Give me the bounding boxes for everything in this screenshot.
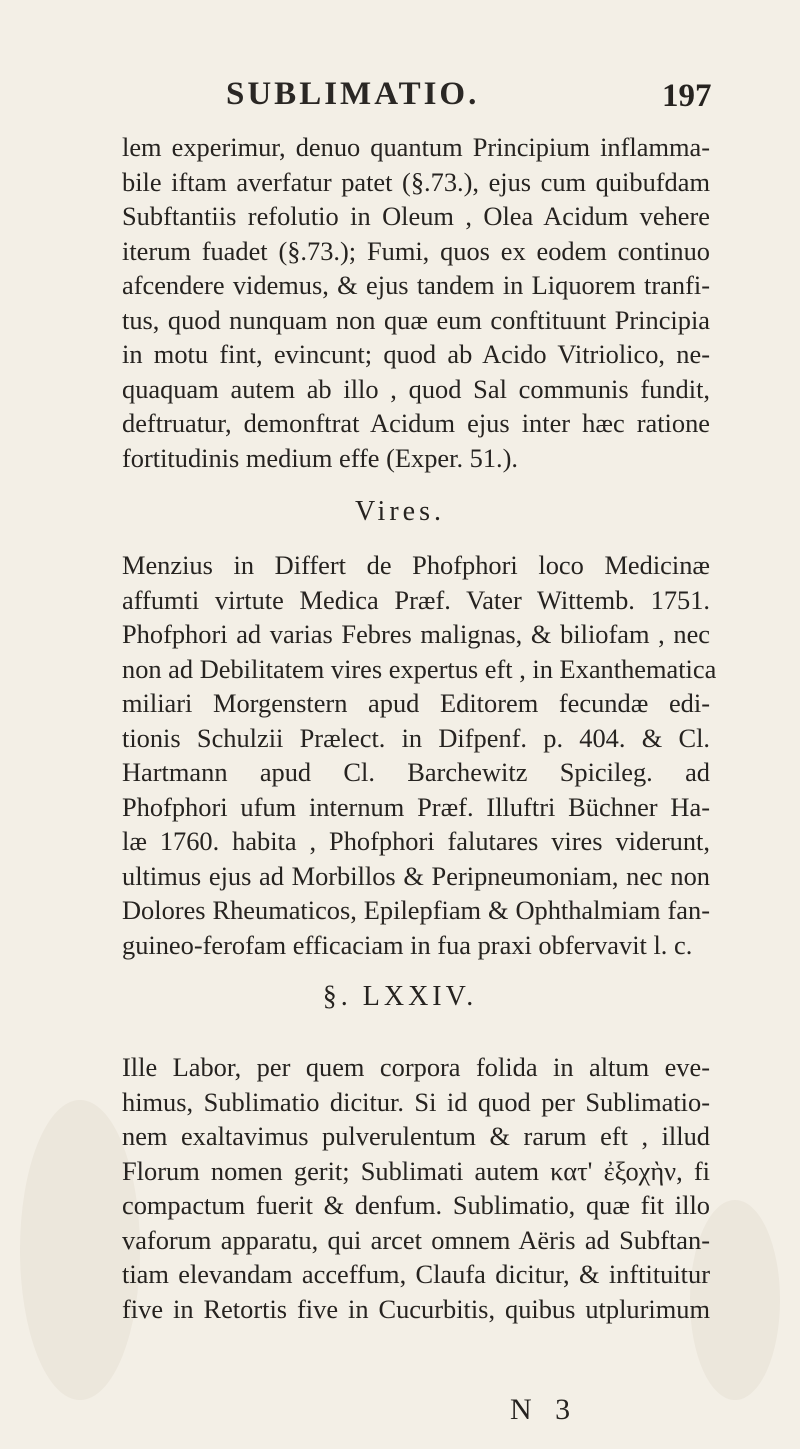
text-line: miliari Morgenstern apud Editorem fecundæ edi- — [122, 688, 710, 718]
text-line: Menzius in Differt de Phofphori loco Medicinæ — [122, 550, 710, 580]
text-line: Florum nomen gerit; Sublimati autem κατ' ἐξοχὴν, fi — [122, 1155, 710, 1186]
paragraph-sublimatio — [122, 1050, 710, 1326]
text-line: tionis Schulzii Prælect. in Difpenf. p. 404. & Cl. — [122, 722, 710, 753]
text-line: vaforum apparatu, qui arcet omnem Aëris ad Subftan- — [122, 1224, 710, 1255]
text-line: guineo-ferofam efficaciam in fua praxi obfervavit l. c. — [122, 929, 693, 960]
text-line: Dolores Rheumaticos, Epilepfiam & Ophthalmiam fan- — [122, 895, 710, 925]
heading-vires: Vires. — [355, 496, 445, 527]
paragraph-principium — [122, 130, 710, 475]
text-line: tiam elevandam acceffum, Claufa dicitur, & inftituitur — [122, 1259, 710, 1289]
text-line: affumti virtute Medica Præf. Vater Wittemb. 1751. — [122, 584, 710, 615]
text-line: Phofphori ad varias Febres malignas, & biliofam , nec — [122, 619, 710, 649]
page-header — [0, 76, 800, 116]
text-line: in motu fint, evincunt; quod ab Acido Vitriolico, ne- — [122, 339, 710, 369]
text-line: deftruatur, demonftrat Acidum ejus inter hæc ratione — [122, 408, 710, 438]
text-line: Ille Labor, per quem corpora folida in altum eve- — [122, 1052, 710, 1082]
text-line: afcendere videmus, & ejus tandem in Liquorem tranfi- — [122, 270, 710, 300]
text-line: tus, quod nunquam non quæ eum conftituunt Principia — [122, 304, 710, 335]
text-line: ultimus ejus ad Morbillos & Peripneumoniam, nec non — [122, 860, 710, 891]
text-line: five in Retortis five in Cucurbitis, quibus utplurimum — [122, 1293, 710, 1324]
text-line: quaquam autem ab illo , quod Sal communis fundit, — [122, 373, 710, 404]
text-line: Phofphori ufum internum Præf. Illuftri Büchner Ha- — [122, 791, 710, 822]
text-line: Subftantiis refolutio in Oleum , Olea Acidum vehere — [122, 201, 710, 231]
text-line: iterum fuadet (§.73.); Fumi, quos ex eodem continuo — [122, 235, 710, 266]
section-heading: §. LXXIV. — [322, 981, 478, 1012]
paragraph-vires — [122, 548, 717, 962]
text-line: non ad Debilitatem vires expertus eft , in Exanthematica — [122, 653, 717, 684]
running-head: SUBLIMATIO. — [226, 76, 480, 112]
text-line: bile iftam averfatur patet (§.73.), ejus cum quibufdam — [122, 166, 710, 197]
text-line: læ 1760. habita , Phofphori falutares vires viderunt, — [122, 826, 710, 856]
text-line: nem exaltavimus pulverulentum & rarum eft , illud — [122, 1121, 710, 1151]
signature-mark: N 3 — [510, 1393, 579, 1426]
page-number: 197 — [662, 78, 712, 114]
text-line: compactum fuerit & denfum. Sublimatio, quæ fit illo — [122, 1190, 710, 1220]
text-line: himus, Sublimatio dicitur. Si id quod per Sublimatio- — [122, 1086, 710, 1117]
text-line: lem experimur, denuo quantum Principium inflamma- — [122, 132, 710, 162]
text-line: Hartmann apud Cl. Barchewitz Spicileg. ad — [122, 757, 710, 787]
text-line: fortitudinis medium effe (Exper. 51.). — [122, 442, 519, 473]
